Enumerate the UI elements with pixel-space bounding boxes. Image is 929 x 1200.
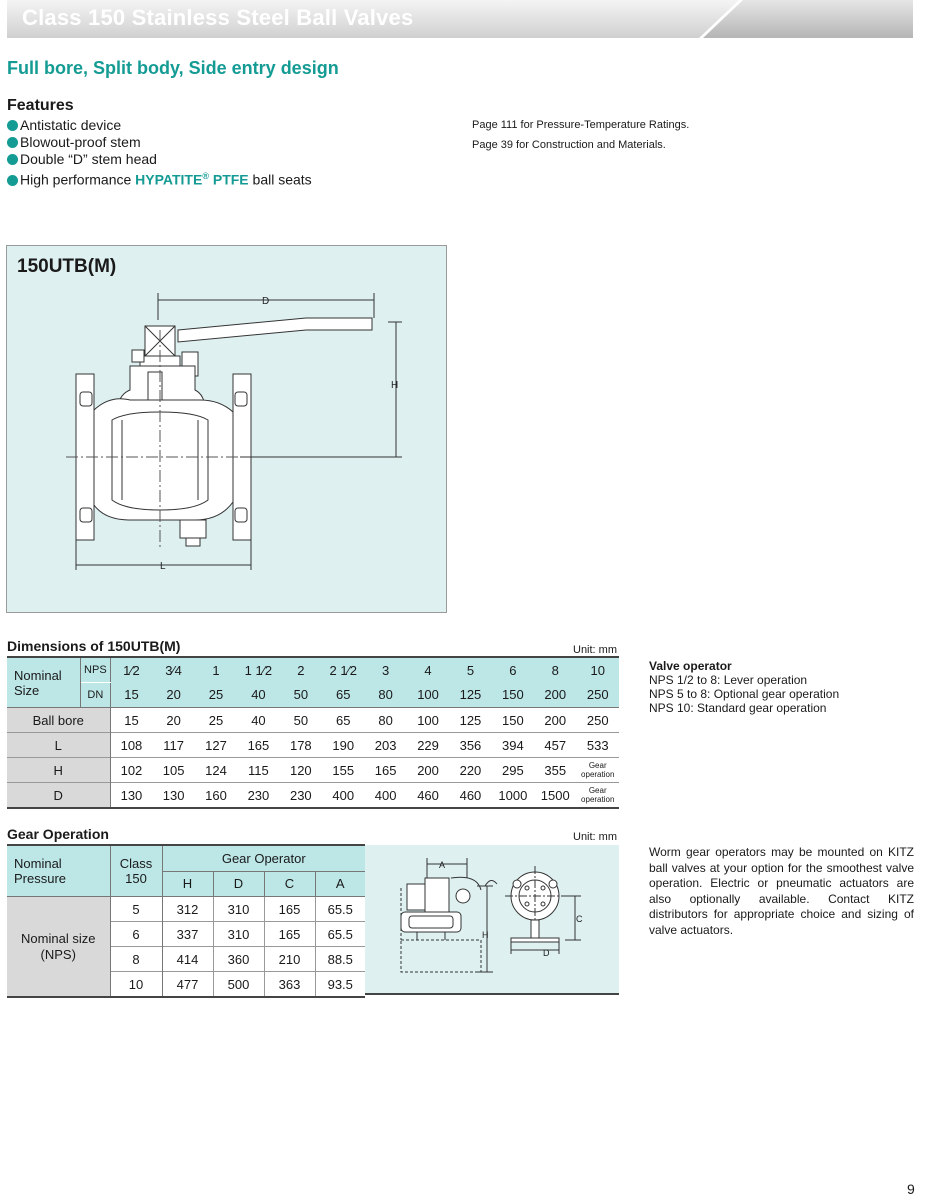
table-cell: 210: [264, 947, 315, 972]
table-row: [7, 897, 365, 922]
table-cell: 127: [205, 737, 227, 753]
dn-cell: 100: [417, 687, 439, 703]
gear-unit: Unit: mm: [573, 831, 617, 843]
page-number: 9: [907, 1181, 915, 1197]
nominal-pressure-label: Nominal Pressure: [7, 845, 110, 897]
table-cell: 160: [205, 787, 227, 803]
table-cell: 65.5: [327, 901, 353, 917]
table-cell: 200: [544, 712, 567, 728]
nps-cell: 2 1⁄2: [329, 662, 357, 678]
dn-cell: 50: [293, 687, 309, 703]
table-cell: 93.5: [327, 976, 353, 992]
table-cell: 25: [208, 712, 224, 728]
reference-ratings: Page 111 for Pressure-Temperature Ratings.: [472, 119, 690, 131]
table-cell: 310: [213, 922, 264, 947]
table-cell: 355: [544, 762, 567, 778]
gear-operator-diagram: [365, 844, 620, 996]
dn-cell: 20: [166, 687, 181, 703]
nominal-size-label: Nominal Size: [7, 657, 81, 708]
table-cell: 200: [417, 762, 439, 778]
feature-item: Antistatic device: [7, 117, 121, 134]
row-label: H: [7, 758, 110, 783]
table-cell: 1500: [540, 787, 570, 803]
table-cell: 360: [213, 947, 264, 972]
table-cell: 130: [162, 787, 185, 803]
table-cell: 125: [459, 712, 482, 728]
table-cell: 20: [166, 712, 181, 728]
nps-label: NPS: [81, 657, 110, 683]
dn-cell: 150: [502, 687, 524, 703]
table-cell: 15: [124, 712, 139, 728]
nps-cell: 1: [212, 662, 220, 678]
nps-cell: 2: [297, 662, 305, 678]
valve-operator-line: NPS 10: Standard gear operation: [649, 701, 827, 715]
valve-operator-line: NPS 5 to 8: Optional gear operation: [649, 687, 840, 701]
feature-item: Blowout-proof stem: [7, 134, 141, 151]
table-cell: 130: [120, 787, 143, 803]
table-cell: 394: [502, 737, 524, 753]
gear-label-c: C: [576, 914, 583, 924]
table-cell: 165: [247, 737, 270, 753]
table-cell: 312: [162, 897, 213, 922]
dn-cell: 80: [378, 687, 393, 703]
table-cell: 250: [586, 712, 609, 728]
nps-cell: 8: [551, 662, 559, 678]
gear-table: [7, 844, 365, 998]
table-cell: 400: [332, 787, 355, 803]
row-label: D: [7, 783, 110, 809]
table-cell: 203: [374, 737, 397, 753]
reference-construction: Page 39 for Construction and Materials.: [472, 139, 666, 151]
table-cell: 190: [332, 737, 355, 753]
feature-item: High performance HYPATITE® PTFE ball seats: [7, 168, 312, 189]
table-cell: 533: [586, 737, 609, 753]
dn-cell: 40: [251, 687, 266, 703]
column-header: D: [213, 871, 264, 897]
banner-title: Class 150 Stainless Steel Ball Valves: [22, 5, 414, 30]
table-cell: 460: [417, 787, 439, 803]
table-row: [7, 783, 619, 809]
dn-cell: 250: [586, 687, 609, 703]
nps-cell: 10: [590, 662, 605, 678]
gear-label-a: A: [439, 860, 446, 870]
table-cell: 65.5: [327, 926, 353, 942]
gear-label-d: D: [543, 948, 550, 958]
feature-item: Double “D” stem head: [7, 151, 157, 168]
table-cell: 155: [332, 762, 355, 778]
nps-cell: 1⁄2: [123, 662, 140, 678]
table-cell: 117: [163, 737, 184, 753]
table-cell: 105: [162, 762, 185, 778]
dn-row: [7, 683, 619, 708]
gear-label-h: H: [482, 930, 489, 940]
class-label: Class 150: [110, 845, 162, 897]
table-cell: 1000: [498, 787, 528, 803]
table-cell: 165: [264, 922, 315, 947]
table-row: [7, 758, 619, 783]
nps-row: [7, 657, 619, 683]
dn-cell: 125: [459, 687, 482, 703]
table-cell: 120: [289, 762, 312, 778]
table-cell: 124: [205, 762, 227, 778]
dn-label: DN: [81, 683, 110, 708]
table-cell: 8: [110, 947, 162, 972]
valve-operator-heading: Valve operator: [649, 659, 732, 673]
table-cell: 400: [374, 787, 397, 803]
label-l: L: [160, 561, 166, 572]
nps-cell: 6: [509, 662, 517, 678]
table-cell: 40: [251, 712, 266, 728]
dn-cell: 65: [336, 687, 351, 703]
hypatite-brand: HYPATITE: [135, 171, 203, 188]
table-cell: 356: [459, 737, 482, 753]
label-d: D: [262, 296, 270, 307]
table-row: [7, 708, 619, 733]
dn-cell: 25: [208, 687, 224, 703]
dn-cell: 15: [124, 687, 139, 703]
table-cell: 102: [120, 762, 143, 778]
table-row: [7, 733, 619, 758]
table-cell: 65: [336, 712, 351, 728]
valve-drawing: [0, 0, 460, 620]
table-cell: 337: [162, 922, 213, 947]
gear-operator-label: Gear Operator: [162, 845, 365, 871]
table-cell: 310: [213, 897, 264, 922]
table-cell: 500: [213, 972, 264, 998]
table-cell: 115: [248, 762, 269, 778]
features-heading: Features: [7, 97, 74, 114]
gear-operation-note: Gear operation: [581, 786, 615, 804]
table-cell: 108: [120, 737, 143, 753]
column-header: A: [335, 876, 345, 892]
dimensions-table: [7, 656, 619, 809]
table-cell: 230: [247, 787, 270, 803]
row-label: Ball bore: [7, 708, 110, 733]
dimensions-title: Dimensions of 150UTB(M): [7, 638, 181, 654]
table-cell: 50: [293, 712, 309, 728]
column-header: C: [264, 871, 315, 897]
table-cell: 178: [289, 737, 312, 753]
table-cell: 150: [502, 712, 524, 728]
nps-cell: 1 1⁄2: [244, 662, 273, 678]
table-cell: 457: [544, 737, 567, 753]
table-cell: 10: [110, 972, 162, 998]
table-cell: 230: [289, 787, 312, 803]
model-title: 150UTB(M): [17, 256, 117, 277]
table-cell: 5: [110, 897, 162, 922]
table-cell: 6: [110, 922, 162, 947]
table-cell: 477: [162, 972, 213, 998]
dn-cell: 200: [544, 687, 567, 703]
table-cell: 229: [417, 737, 439, 753]
table-cell: 460: [459, 787, 482, 803]
table-cell: 295: [502, 762, 524, 778]
dimensions-unit: Unit: mm: [573, 644, 617, 656]
nps-cell: 4: [424, 662, 432, 678]
worm-gear-note: Worm gear operators may be mounted on KITZ ball valves at your option for the smoothest valve operation. Electric or pneumatic actuators are also optionally available. Contact KITZ distributors for appropriate choice and sizing of valve actuators.: [649, 845, 914, 937]
page-subtitle: Full bore, Split body, Side entry design: [7, 58, 339, 78]
table-cell: 165: [264, 897, 315, 922]
gear-operation-note: Gear operation: [581, 761, 615, 779]
table-cell: 414: [162, 947, 213, 972]
row-label: L: [7, 733, 110, 758]
label-h: H: [391, 380, 399, 391]
table-cell: 100: [417, 712, 439, 728]
valve-operator-line: NPS 1/2 to 8: Lever operation: [649, 673, 808, 687]
table-cell: 80: [378, 712, 393, 728]
nominal-size-nps-label: Nominal size (NPS): [7, 897, 110, 998]
table-cell: 220: [459, 762, 482, 778]
table-cell: 88.5: [327, 951, 353, 967]
column-header: H: [162, 871, 213, 897]
gear-header-row: [7, 845, 365, 871]
gear-title: Gear Operation: [7, 826, 109, 842]
table-cell: 165: [374, 762, 397, 778]
nps-cell: 5: [466, 662, 475, 678]
nps-cell: 3: [382, 662, 390, 678]
nps-cell: 3⁄4: [165, 662, 182, 678]
table-cell: 363: [264, 972, 315, 998]
